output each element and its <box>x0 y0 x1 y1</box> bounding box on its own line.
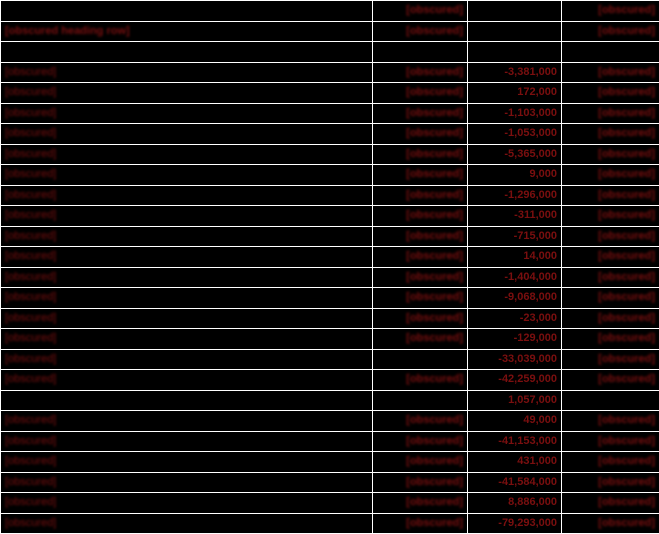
table-row <box>1 288 659 309</box>
row-prev-cell[interactable]: [obscured] <box>373 247 468 268</box>
table-body <box>1 1 659 534</box>
row-current-cell[interactable]: [obscured] <box>562 452 659 473</box>
row-prev-cell[interactable]: [obscured] <box>373 1 468 22</box>
row-label-cell[interactable]: [obscured] <box>1 103 373 124</box>
row-current-cell[interactable]: [obscured] <box>562 267 659 288</box>
row-label-cell[interactable]: [obscured] <box>1 370 373 391</box>
row-prev-cell[interactable] <box>373 349 468 370</box>
row-label-cell[interactable]: [obscured] <box>1 185 373 206</box>
row-current-cell[interactable]: [obscured] <box>562 288 659 309</box>
table-row <box>1 206 659 227</box>
row-prev-cell[interactable]: [obscured] <box>373 144 468 165</box>
row-current-cell[interactable]: [obscured] <box>562 185 659 206</box>
row-prev-cell[interactable]: [obscured] <box>373 124 468 145</box>
row-current-cell[interactable] <box>562 390 659 411</box>
row-label-cell[interactable]: [obscured] <box>1 349 373 370</box>
table-row <box>1 21 659 42</box>
row-prev-cell[interactable] <box>373 42 468 63</box>
row-delta-cell[interactable]: 1,057,000 <box>468 390 562 411</box>
row-current-cell[interactable]: [obscured] <box>562 472 659 493</box>
row-current-cell[interactable]: [obscured] <box>562 165 659 186</box>
row-prev-cell[interactable]: [obscured] <box>373 308 468 329</box>
table-row <box>1 308 659 329</box>
row-label-cell[interactable]: [obscured] <box>1 513 373 534</box>
row-label-cell[interactable]: [obscured] <box>1 493 373 514</box>
row-label-cell[interactable]: [obscured] <box>1 329 373 350</box>
row-current-cell[interactable]: [obscured] <box>562 308 659 329</box>
row-delta-cell[interactable]: -129,000 <box>468 329 562 350</box>
row-delta-cell[interactable]: -23,000 <box>468 308 562 329</box>
table-row <box>1 144 659 165</box>
row-current-cell[interactable]: [obscured] <box>562 513 659 534</box>
row-current-cell[interactable]: [obscured] <box>562 83 659 104</box>
row-delta-cell[interactable]: -3,381,000 <box>468 62 562 83</box>
row-current-cell[interactable]: [obscured] <box>562 329 659 350</box>
row-current-cell[interactable]: [obscured] <box>562 349 659 370</box>
row-delta-cell[interactable]: -41,584,000 <box>468 472 562 493</box>
row-label-cell[interactable]: [obscured] <box>1 411 373 432</box>
row-current-cell[interactable]: [obscured] <box>562 226 659 247</box>
row-delta-cell[interactable]: 172,000 <box>468 83 562 104</box>
row-current-cell[interactable]: [obscured] <box>562 21 659 42</box>
row-label-cell[interactable]: [obscured] <box>1 472 373 493</box>
row-label-cell[interactable]: [obscured] <box>1 62 373 83</box>
row-delta-cell[interactable] <box>468 1 562 22</box>
table-row <box>1 267 659 288</box>
row-label-cell[interactable]: [obscured] <box>1 247 373 268</box>
row-delta-cell[interactable]: -42,259,000 <box>468 370 562 391</box>
row-delta-cell[interactable]: 14,000 <box>468 247 562 268</box>
row-label-cell[interactable]: [obscured] <box>1 124 373 145</box>
row-prev-cell[interactable]: [obscured] <box>373 62 468 83</box>
table-row <box>1 349 659 370</box>
table-row <box>1 370 659 391</box>
row-label-cell[interactable]: [obscured] <box>1 144 373 165</box>
row-prev-cell[interactable]: [obscured] <box>373 411 468 432</box>
row-prev-cell[interactable]: [obscured] <box>373 206 468 227</box>
row-delta-cell[interactable]: -41,153,000 <box>468 431 562 452</box>
row-prev-cell[interactable]: [obscured] <box>373 165 468 186</box>
row-current-cell[interactable]: [obscured] <box>562 103 659 124</box>
row-current-cell[interactable]: [obscured] <box>562 431 659 452</box>
row-current-cell[interactable]: [obscured] <box>562 62 659 83</box>
row-prev-cell[interactable]: [obscured] <box>373 288 468 309</box>
table-row <box>1 83 659 104</box>
table-row <box>1 329 659 350</box>
table-row <box>1 513 659 534</box>
table-row <box>1 472 659 493</box>
row-current-cell[interactable]: [obscured] <box>562 493 659 514</box>
row-label-cell[interactable]: [obscured] <box>1 83 373 104</box>
row-label-cell[interactable]: [obscured] <box>1 452 373 473</box>
row-label-cell[interactable]: [obscured] <box>1 267 373 288</box>
row-delta-cell[interactable]: -33,039,000 <box>468 349 562 370</box>
row-current-cell[interactable]: [obscured] <box>562 370 659 391</box>
row-prev-cell[interactable]: [obscured] <box>373 21 468 42</box>
row-prev-cell[interactable]: [obscured] <box>373 226 468 247</box>
row-label-cell[interactable]: [obscured] <box>1 206 373 227</box>
row-prev-cell[interactable]: [obscured] <box>373 493 468 514</box>
table-row <box>1 390 659 411</box>
row-delta-cell[interactable] <box>468 21 562 42</box>
table-row <box>1 124 659 145</box>
row-prev-cell[interactable] <box>373 390 468 411</box>
row-delta-cell[interactable]: -1,103,000 <box>468 103 562 124</box>
row-current-cell[interactable]: [obscured] <box>562 206 659 227</box>
row-prev-cell[interactable]: [obscured] <box>373 513 468 534</box>
table-row <box>1 103 659 124</box>
row-delta-cell[interactable]: -5,365,000 <box>468 144 562 165</box>
row-delta-cell[interactable]: -9,068,000 <box>468 288 562 309</box>
row-delta-cell[interactable]: -311,000 <box>468 206 562 227</box>
table-row <box>1 247 659 268</box>
row-label-cell[interactable]: [obscured] <box>1 165 373 186</box>
row-delta-cell[interactable]: -1,404,000 <box>468 267 562 288</box>
table-row <box>1 165 659 186</box>
row-delta-cell[interactable]: -715,000 <box>468 226 562 247</box>
table-row <box>1 411 659 432</box>
row-label-cell[interactable]: [obscured] <box>1 431 373 452</box>
table-row <box>1 431 659 452</box>
row-prev-cell[interactable]: [obscured] <box>373 472 468 493</box>
row-current-cell[interactable]: [obscured] <box>562 124 659 145</box>
row-prev-cell[interactable]: [obscured] <box>373 329 468 350</box>
table-row <box>1 493 659 514</box>
row-current-cell[interactable]: [obscured] <box>562 1 659 22</box>
row-label-cell[interactable] <box>1 390 373 411</box>
row-prev-cell[interactable]: [obscured] <box>373 452 468 473</box>
row-delta-cell[interactable]: 49,000 <box>468 411 562 432</box>
table-row <box>1 42 659 63</box>
row-prev-cell[interactable]: [obscured] <box>373 431 468 452</box>
row-prev-cell[interactable]: [obscured] <box>373 83 468 104</box>
row-label-cell[interactable]: [obscured] <box>1 308 373 329</box>
row-delta-cell[interactable]: 9,000 <box>468 165 562 186</box>
row-prev-cell[interactable]: [obscured] <box>373 267 468 288</box>
row-label-cell[interactable]: [obscured] <box>1 226 373 247</box>
table-row <box>1 1 659 22</box>
row-delta-cell[interactable]: -1,053,000 <box>468 124 562 145</box>
table-row <box>1 185 659 206</box>
table-row <box>1 226 659 247</box>
table-row <box>1 452 659 473</box>
row-label-cell[interactable] <box>1 1 373 22</box>
row-delta-cell[interactable]: -1,296,000 <box>468 185 562 206</box>
row-prev-cell[interactable]: [obscured] <box>373 103 468 124</box>
row-delta-cell[interactable]: -79,293,000 <box>468 513 562 534</box>
row-delta-cell[interactable]: 431,000 <box>468 452 562 473</box>
row-label-cell[interactable]: [obscured heading row] <box>1 21 373 42</box>
row-current-cell[interactable]: [obscured] <box>562 144 659 165</box>
row-delta-cell[interactable]: 8,886,000 <box>468 493 562 514</box>
row-delta-cell[interactable] <box>468 42 562 63</box>
row-current-cell[interactable]: [obscured] <box>562 247 659 268</box>
row-label-cell[interactable]: [obscured] <box>1 288 373 309</box>
row-prev-cell[interactable]: [obscured] <box>373 370 468 391</box>
row-current-cell[interactable]: [obscured] <box>562 411 659 432</box>
row-prev-cell[interactable]: [obscured] <box>373 185 468 206</box>
row-current-cell[interactable] <box>562 42 659 63</box>
row-label-cell[interactable] <box>1 42 373 63</box>
table-row <box>1 62 659 83</box>
